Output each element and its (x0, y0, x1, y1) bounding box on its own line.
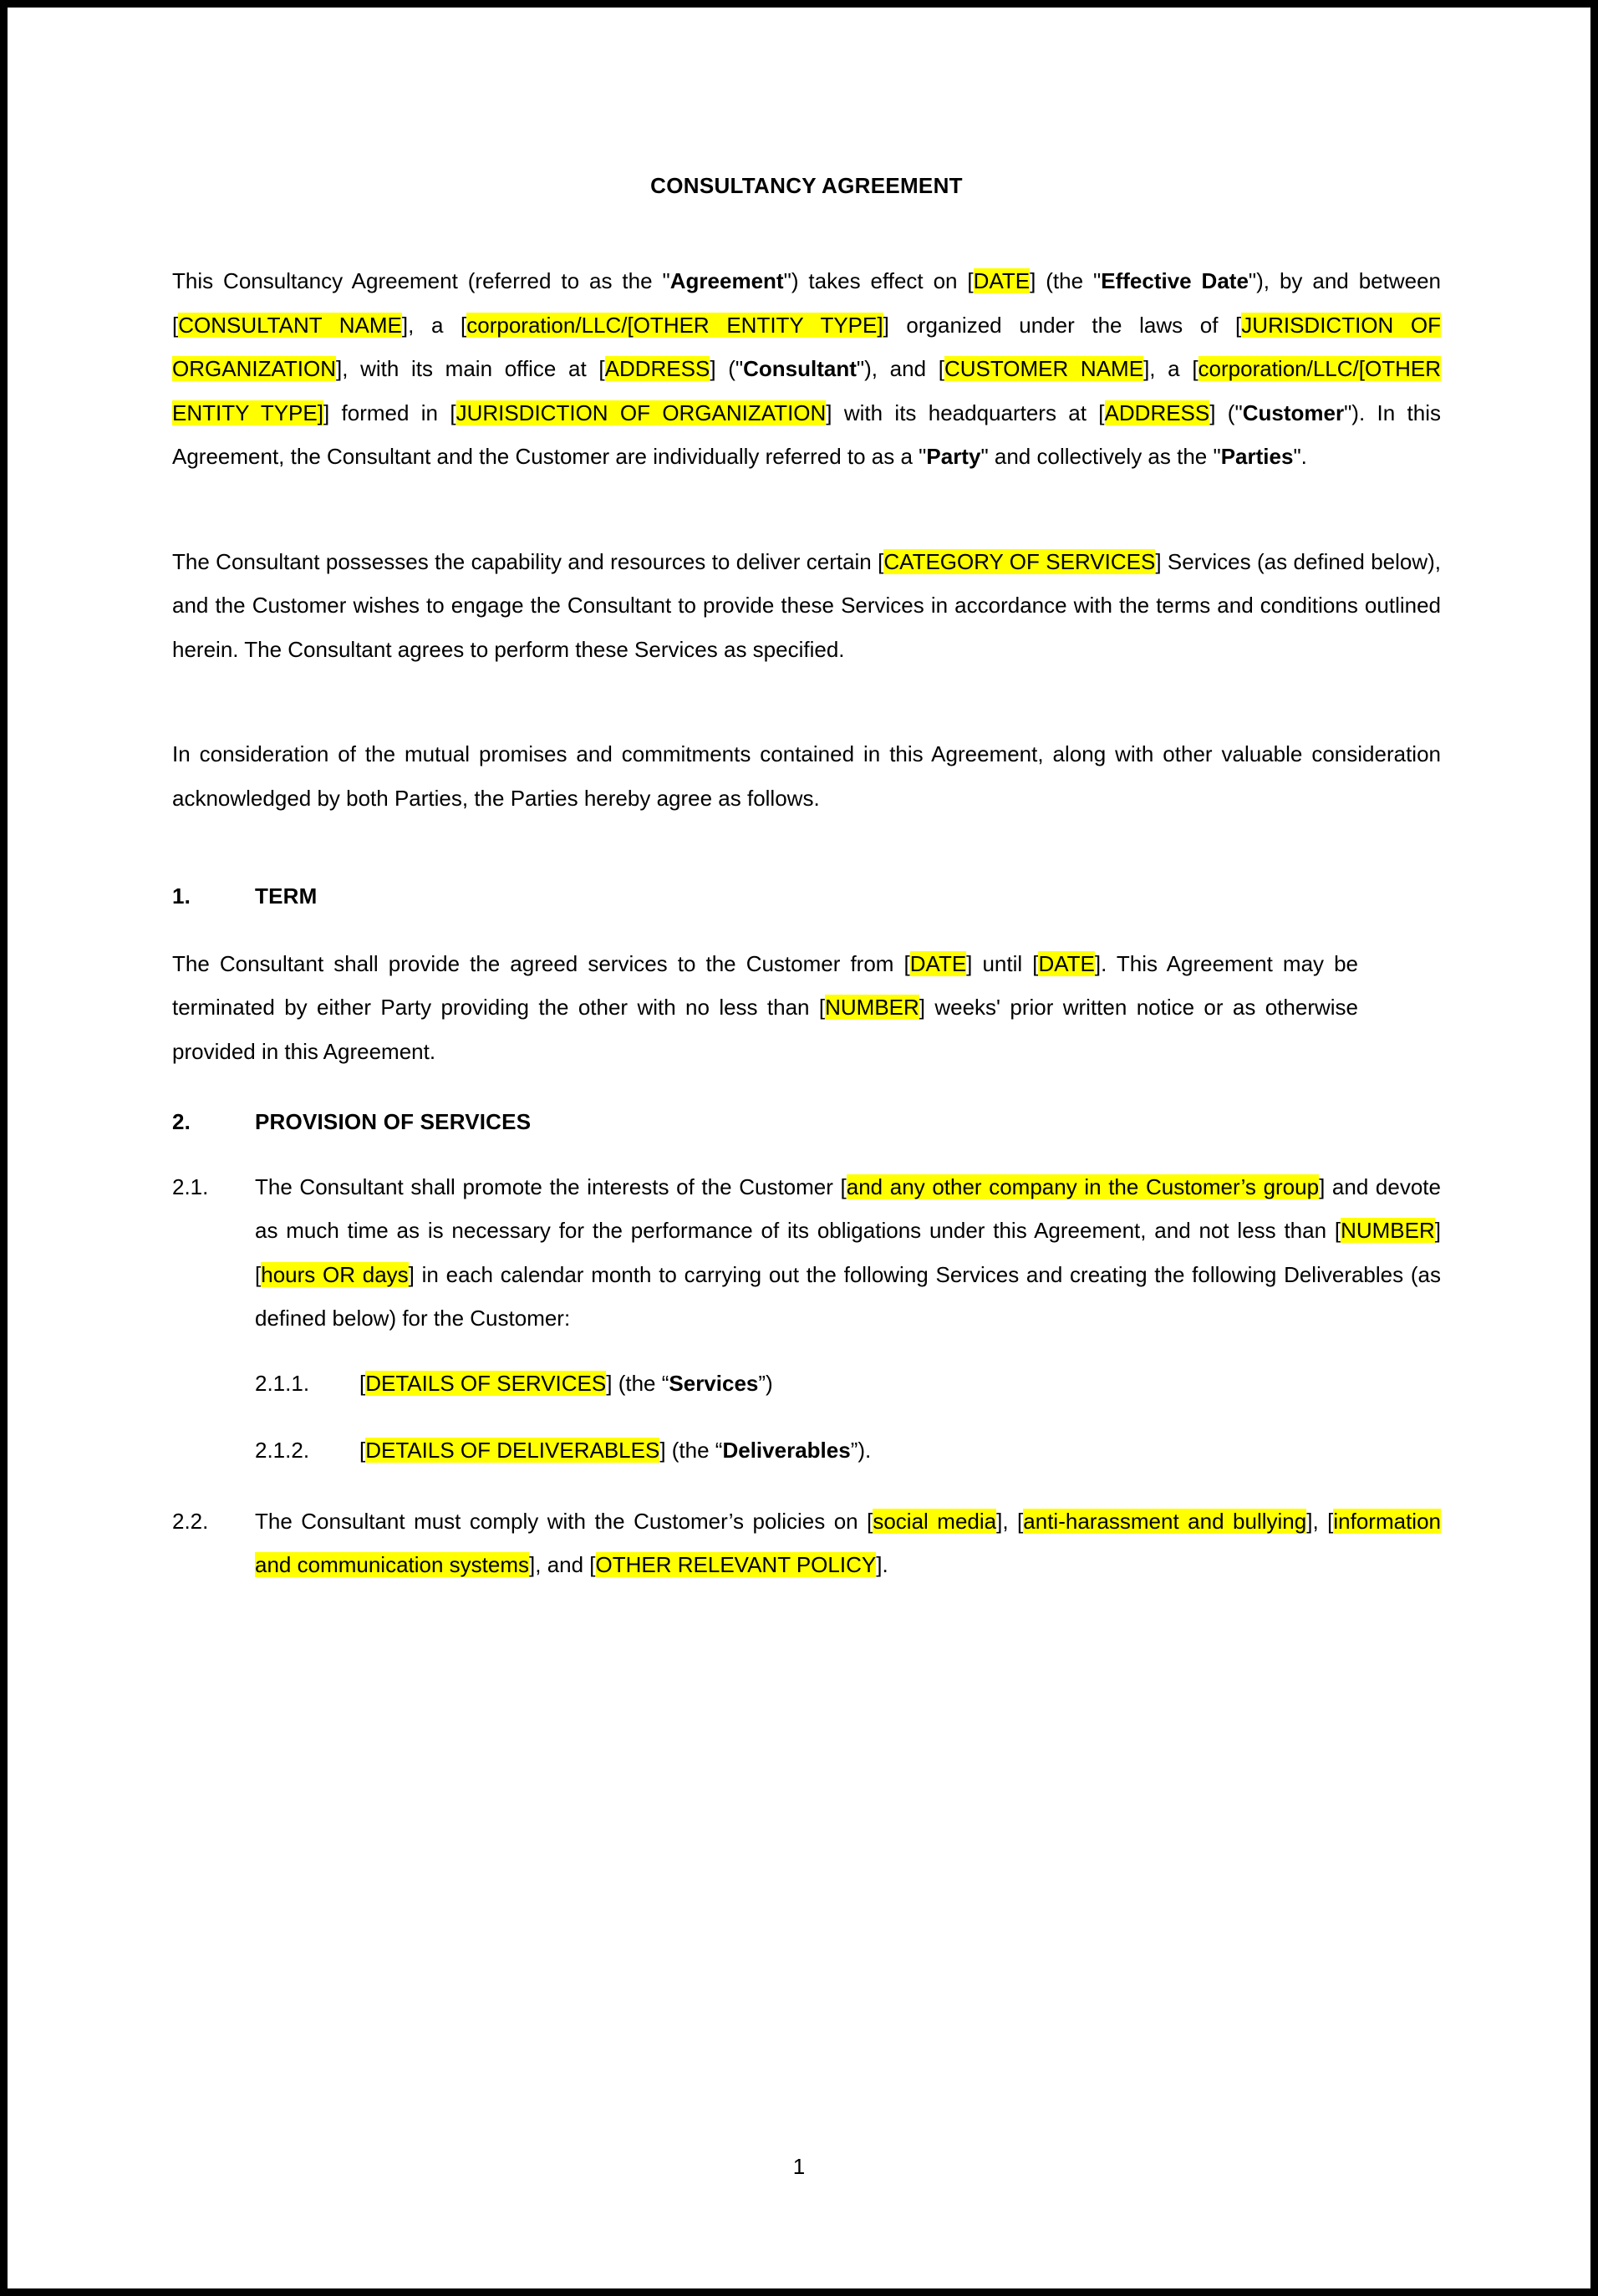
text-run: ] (the " (1030, 268, 1102, 293)
highlighted-placeholder: NUMBER (1341, 1218, 1435, 1243)
highlighted-placeholder: JURISDICTION OF ORGANIZATION (172, 312, 1442, 381)
highlighted-placeholder: ADDRESS (1104, 400, 1210, 425)
bold-run: Agreement (669, 268, 784, 293)
sub-clause-text (359, 1428, 1441, 1473)
clause-2-1-1 (255, 1362, 1441, 1406)
spacer (172, 1144, 1441, 1165)
text-run: ”). (850, 1438, 872, 1463)
text-run: ") takes effect on [ (783, 268, 974, 293)
highlighted-placeholder: CATEGORY OF SERVICES (883, 548, 1156, 574)
highlighted-placeholder: information and communication systems (255, 1508, 1441, 1577)
highlighted-placeholder: corporation/LLC/[OTHER ENTITY TYPE] (172, 356, 1441, 425)
text-run: ], a [ (401, 312, 467, 338)
bold-run: Parties (1220, 444, 1294, 469)
clause-2-2 (172, 1499, 1441, 1587)
text-run: ] formed in [ (323, 400, 456, 425)
clause-2-1-2 (255, 1428, 1441, 1473)
text-run: ] (the “ (659, 1438, 723, 1463)
sub-clause-text (359, 1362, 1441, 1406)
clause-number: 2.1. (172, 1173, 209, 1199)
text-run: "), by and between [ (172, 268, 1441, 338)
spacer (172, 199, 1441, 259)
sub-clause-number: 2.1.1. (255, 1370, 310, 1396)
highlighted-placeholder: corporation/LLC/[OTHER ENTITY TYPE] (466, 312, 883, 338)
section-title: TERM (255, 883, 318, 909)
bold-run: Effective Date (1101, 268, 1249, 293)
highlighted-placeholder: DATE (909, 950, 967, 976)
text-run: ] (" (1209, 400, 1243, 425)
text-run: [ (359, 1438, 366, 1463)
highlighted-placeholder: DATE (1038, 950, 1095, 976)
highlighted-placeholder: hours OR days (261, 1261, 409, 1287)
highlighted-placeholder: anti-harassment and bullying (1023, 1508, 1307, 1534)
text-run: ], and [ (529, 1552, 596, 1577)
highlighted-placeholder: CUSTOMER NAME (944, 356, 1144, 381)
highlighted-placeholder: ADDRESS (604, 356, 710, 381)
section-title: PROVISION OF SERVICES (255, 1109, 532, 1134)
spacer (172, 820, 1441, 874)
text-run: ] [ (255, 1218, 1441, 1287)
section-number: 1. (172, 883, 191, 909)
page-footer-number: 1 (792, 2154, 806, 2179)
text-run: ] until [ (966, 950, 1039, 976)
clause-number: 2.2. (172, 1508, 209, 1534)
text-run: In consideration of the mutual promises and commitments contained in this Agreement, along with other valuable consideration acknowledged by both Parties, the Parties hereby agree as follows. (172, 741, 1441, 811)
text-run: ] in each calendar month to carrying out the following Services and creating the following Deliverables (as defined below) for the Customer: (255, 1261, 1441, 1331)
bold-run: Customer (1242, 400, 1345, 425)
recital-paragraph-1 (172, 259, 1441, 479)
recital-paragraph-2 (172, 540, 1441, 672)
spacer (172, 671, 1441, 732)
sub-clause-number: 2.1.2. (255, 1438, 310, 1463)
text-run: ], with its main office at [ (335, 356, 605, 381)
text-run: ". (1293, 444, 1307, 469)
text-run: ]. (876, 1552, 888, 1577)
text-run: ], [ (1306, 1508, 1334, 1534)
bold-run: Consultant (743, 356, 857, 381)
text-run: [ (359, 1370, 366, 1396)
highlighted-placeholder: DETAILS OF SERVICES (365, 1370, 607, 1396)
highlighted-placeholder: DETAILS OF DELIVERABLES (365, 1438, 660, 1463)
text-run: ] with its headquarters at [ (826, 400, 1105, 425)
text-run: The Consultant shall provide the agreed services to the Customer from [ (172, 950, 910, 976)
recital-paragraph-3 (172, 732, 1441, 820)
text-run: The Consultant possesses the capability and resources to deliver certain [ (172, 548, 884, 574)
spacer (172, 1473, 1441, 1499)
bold-run: Deliverables (722, 1438, 851, 1463)
highlighted-placeholder: DATE (973, 268, 1031, 293)
spacer (172, 1405, 1441, 1428)
bold-run: Party (926, 444, 981, 469)
text-run: The Consultant shall promote the interests of the Customer [ (255, 1173, 847, 1199)
highlighted-placeholder: and any other company in the Customer’s group (846, 1173, 1320, 1199)
section-number: 2. (172, 1109, 191, 1134)
page-title: CONSULTANCY AGREEMENT (650, 173, 963, 198)
document-content (172, 8, 1441, 1587)
clause-text (255, 1499, 1441, 1587)
section-heading-term (172, 874, 1441, 919)
clause-2-1 (172, 1165, 1441, 1341)
text-run: " and collectively as the " (980, 444, 1221, 469)
clause-text (255, 1165, 1441, 1341)
text-run: "), and [ (856, 356, 944, 381)
highlighted-placeholder: OTHER RELEVANT POLICY (595, 1552, 877, 1577)
text-run: The Consultant must comply with the Customer’s policies on [ (255, 1508, 873, 1534)
spacer (172, 1341, 1441, 1362)
spacer (172, 1073, 1441, 1100)
text-run: "). In this Agreement, the Consultant and the Customer are individually referred to as a " (172, 400, 1441, 469)
highlighted-placeholder: CONSULTANT NAME (178, 312, 402, 338)
text-run: ], a [ (1143, 356, 1198, 381)
text-run: This Consultancy Agreement (referred to as the " (172, 268, 670, 293)
section-heading-provision-of-services (172, 1100, 1441, 1144)
text-run: ] organized under the laws of [ (883, 312, 1242, 338)
text-run: ] Services (as defined below), and the Customer wishes to engage the Consultant to provide these Services in accordance with the terms and conditions outlined herein. The Consultant agrees to perform these Services as specified. (172, 548, 1442, 662)
section-term-body (172, 942, 1358, 1074)
spacer (172, 479, 1441, 540)
text-run: ], [ (996, 1508, 1024, 1534)
spacer (172, 919, 1441, 942)
text-run: ]. This Agreement may be terminated by either Party providing the other with no less than [ (172, 950, 1359, 1020)
highlighted-placeholder: social media (873, 1508, 997, 1534)
text-run: ] (" (710, 356, 744, 381)
page-sheet (8, 8, 1590, 2288)
highlighted-placeholder: JURISDICTION OF ORGANIZATION (455, 400, 827, 425)
text-run: ] and devote as much time as is necessary for the performance of its obligations under this Agreement, and not less than [ (255, 1173, 1441, 1243)
highlighted-placeholder: NUMBER (825, 995, 919, 1020)
bold-run: Services (669, 1370, 759, 1396)
text-run: ] weeks' prior written notice or as otherwise provided in this Agreement. (172, 995, 1358, 1064)
text-run: ] (the “ (606, 1370, 669, 1396)
text-run: ”) (758, 1370, 773, 1396)
